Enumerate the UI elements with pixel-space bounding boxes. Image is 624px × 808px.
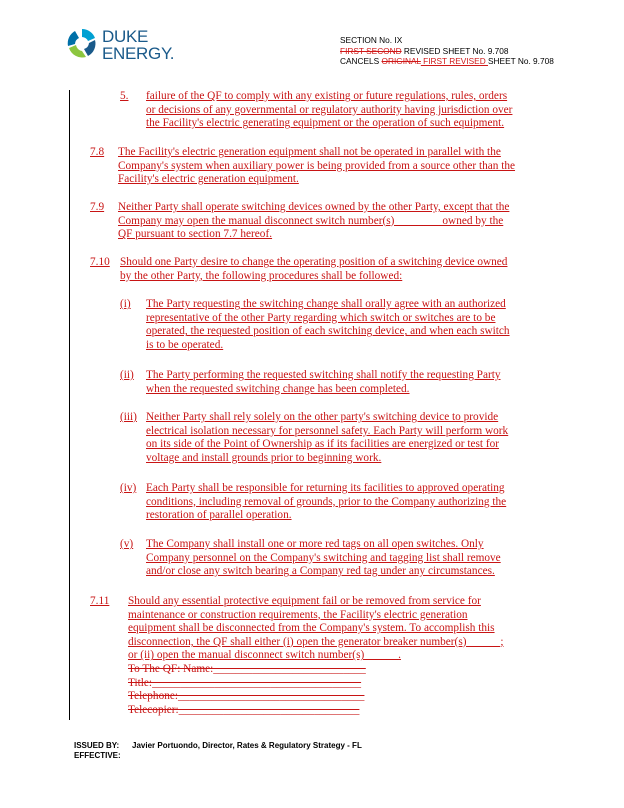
section-7-9-line: QF pursuant to section 7.7 hereof. [118,228,273,241]
section-7-11-number: 7.11 [90,595,110,607]
procedure-v-line: Company personnel on the Company's switching and tagging list shall remove [146,551,501,564]
sheet-deleted-text: FIRST SECOND [340,45,402,56]
logo-line-2: ENERGY. [102,44,175,63]
section-7-9-line: Company may open the manual disconnect switch number(s)________ owned by the [118,214,504,227]
item-5-line: failure of the QF to comply with any existing or future regulations, rules, orders [146,90,508,102]
procedure-iii-line: on its side of the Point of Ownership as if its facilities are energized or test for [146,438,500,451]
procedure-iii-line: Neither Party shall rely solely on the other party's switching device to provide [146,411,499,423]
procedure-iii-line: voltage and install grounds prior to beginning work. [146,451,382,464]
logo-line-1: DUKE [102,27,149,46]
struck-contact-line: Telecopier:________________________________ [128,703,360,716]
section-7-8-line: Facility's electric generation equipment. [118,173,299,186]
section-7-11-line: maintenance or construction requirements, the Facility's electric generation [128,608,468,621]
struck-contact-line: To The QF: Name:___________________________ [128,662,366,675]
item-5-line: the Facility's electric generating equipment or the operation of such equipment. [146,117,505,130]
section-7-11-line: equipment shall be disconnected from the Company's system. To accomplish this [128,622,495,635]
cancels-deleted-text: ORIGINAL [381,56,421,66]
procedure-iii-number: (iii) [120,411,137,423]
procedure-v-line: and/or close any switch bearing a Company red tag under any circumstances. [146,565,495,578]
procedure-i-line: is to be operated. [146,338,224,351]
footer [74,741,362,761]
item-5-number: 5. [120,90,129,102]
issued-by-label: ISSUED BY: [74,741,120,750]
struck-contact-line: Telephone:_________________________________ [128,690,365,703]
procedure-iv-line: conditions, including removal of grounds, prior to the Company authorizing the [146,495,507,508]
procedure-iv-line: Each Party shall be responsible for returning its facilities to approved operating [146,482,505,494]
procedure-i-line: representative of the other Party regarding which switch or switches are to be [146,311,496,324]
procedure-iv-number: (iv) [120,482,137,494]
procedure-v-number: (v) [120,538,134,550]
section-7-8-line: The Facility's electric generation equipment shall not be operated in parallel with the [118,146,501,158]
procedure-iii-line: electrical isolation necessary for personnel safety. Each Party will perform work [146,424,509,437]
cancels-prefix: CANCELS [340,56,382,66]
procedure-ii-line: when the requested switching change has been completed. [146,382,410,395]
sheet-header [340,35,554,67]
effective-label: EFFECTIVE: [74,751,121,760]
procedure-iv-line: restoration of parallel operation. [146,509,292,522]
cancels-suffix: SHEET No. 9.708 [488,56,554,66]
issued-by-name: Javier Portuondo, Director, Rates & Regulatory Strategy - FL [132,741,362,750]
section-7-10-line: by the other Party, the following procedures shall be followed: [120,269,403,282]
revision-bar [69,90,70,720]
section-7-8-line: Company's system when auxiliary power is being provided from a source other than the [118,159,516,172]
section-7-9-line: Neither Party shall operate switching devices owned by the other Party, except that the [118,201,510,213]
section-7-9-number: 7.9 [90,201,105,213]
sheet-rest-text: REVISED SHEET No. 9.708 [401,45,509,56]
section-7-11-line: or (ii) open the manual disconnect switch number(s)______. [128,649,401,662]
procedure-i-number: (i) [120,298,131,310]
procedure-i-line: The Party requesting the switching change shall orally agree with an authorized [146,298,506,310]
struck-contact-line: Title:_____________________________________ [128,676,362,689]
sheet-number [340,46,554,57]
item-5-line: or decisions of any governmental or regulatory authority having jurisdiction over [146,103,513,116]
procedure-ii-line: The Party performing the requested switching shall notify the requesting Party [146,369,501,381]
section-7-10-number: 7.10 [90,256,110,268]
duke-energy-logo-mark-icon [64,26,100,62]
section-7-10-line: Should one Party desire to change the operating position of a switching device owned [120,256,508,268]
procedure-ii-number: (ii) [120,369,134,381]
section-number: SECTION No. IX [340,35,403,45]
cancels-line [340,56,554,67]
procedure-v-line: The Company shall install one or more red tags on all open switches. Only [146,538,484,550]
duke-energy-logo [64,26,194,70]
section-7-11-line: Should any essential protective equipment fail or be removed from service for [128,595,481,607]
cancels-inserted-text: FIRST REVISED [420,56,489,66]
section-7-11-line: disconnection, the QF shall either (i) open the generator breaker number(s)______; [128,635,504,648]
section-7-8-number: 7.8 [90,146,105,158]
procedure-i-line: operated, the requested position of each switching device, and when each switch [146,325,510,338]
